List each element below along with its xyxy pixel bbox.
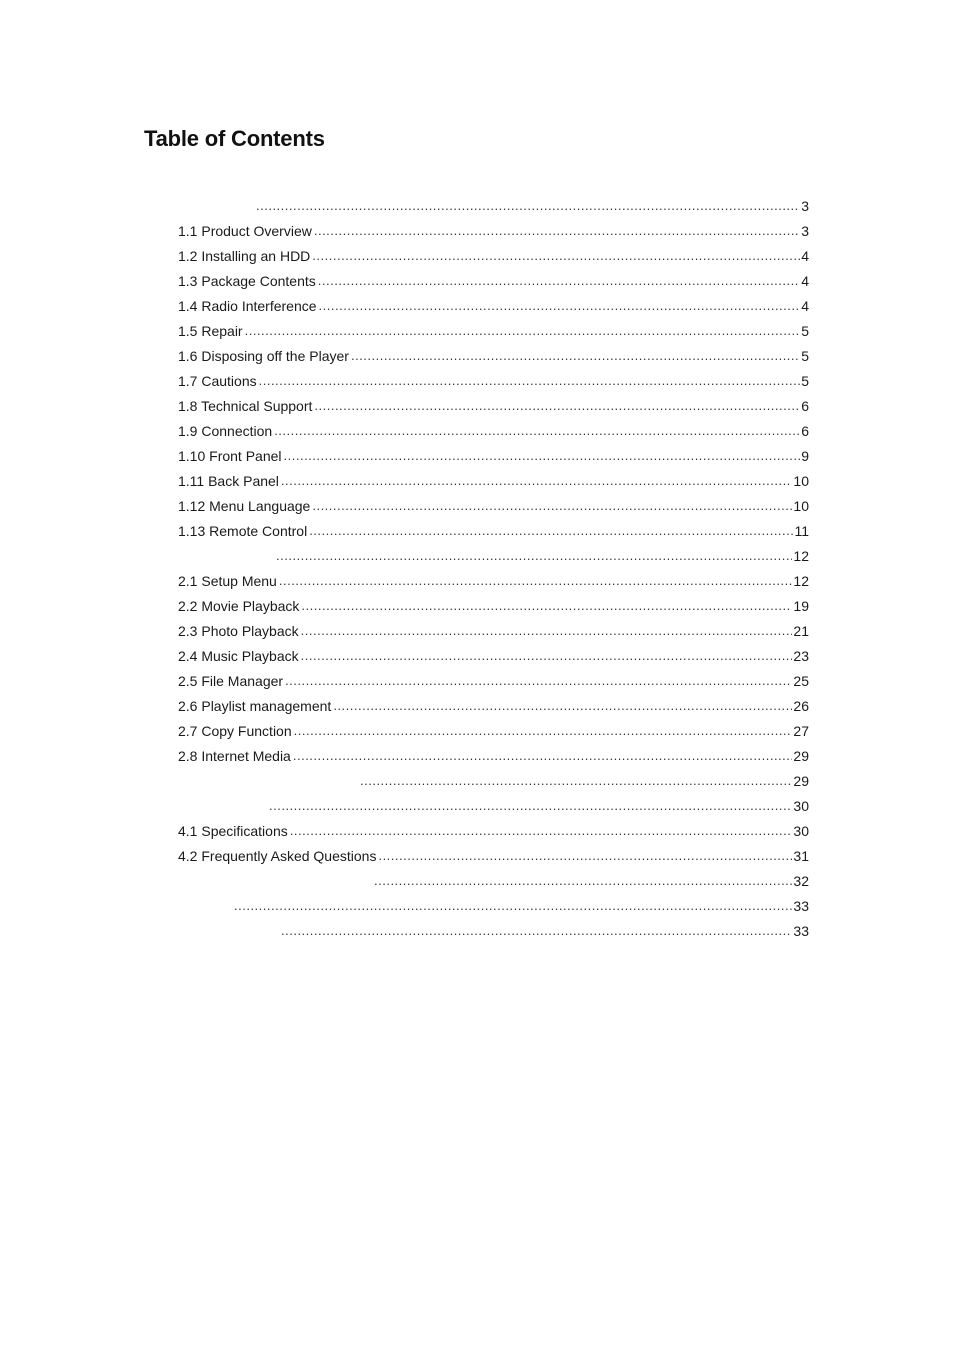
toc-entry-label: 1.9 Connection xyxy=(178,423,273,439)
toc-dot-leader xyxy=(274,422,800,440)
toc-entry-label: 1.1 Product Overview xyxy=(178,223,312,239)
toc-entry[interactable] xyxy=(178,590,809,615)
toc-entry-label: 2.5 File Manager xyxy=(178,673,284,689)
toc-entry-page-number: 26 xyxy=(793,698,809,714)
toc-entry[interactable] xyxy=(178,740,809,765)
toc-dot-leader xyxy=(245,322,801,340)
toc-entry-label: 2.4 Music Playback xyxy=(178,648,299,664)
toc-dot-leader xyxy=(314,222,800,240)
toc-entry[interactable] xyxy=(178,665,809,690)
toc-dot-leader xyxy=(309,522,793,540)
toc-entry-page-number: 31 xyxy=(793,848,809,864)
toc-entry-page-number: 3 xyxy=(801,198,809,214)
toc-dot-leader xyxy=(279,572,793,590)
toc-entry[interactable] xyxy=(178,640,809,665)
toc-dot-leader xyxy=(351,347,800,365)
toc-dot-leader xyxy=(314,397,800,415)
toc-entry-page-number: 6 xyxy=(801,398,809,414)
toc-entry[interactable] xyxy=(178,340,809,365)
toc-entry-page-number: 9 xyxy=(801,448,809,464)
toc-entry-page-number: 3 xyxy=(801,223,809,239)
toc-entry[interactable] xyxy=(178,565,809,590)
toc-entry[interactable] xyxy=(267,790,809,815)
toc-entry[interactable] xyxy=(178,365,809,390)
toc-dot-leader xyxy=(293,747,793,765)
toc-entry-page-number: 11 xyxy=(794,523,809,539)
toc-entry-page-number: 30 xyxy=(793,823,809,839)
toc-entry-page-number: 27 xyxy=(793,723,809,739)
toc-entry-label: 2.2 Movie Playback xyxy=(178,598,300,614)
toc-entry-page-number: 32 xyxy=(793,873,809,889)
toc-entry-label: 1.10 Front Panel xyxy=(178,448,282,464)
toc-entry-label: 2.7 Copy Function xyxy=(178,723,292,739)
toc-dot-leader xyxy=(234,897,792,915)
toc-entry[interactable] xyxy=(178,465,809,490)
toc-entry-page-number: 25 xyxy=(793,673,809,689)
toc-entry[interactable] xyxy=(279,915,809,940)
toc-entry-label: 4.2 Frequently Asked Questions xyxy=(178,848,377,864)
toc-dot-leader xyxy=(276,547,792,565)
toc-entry-label: 1.11 Back Panel xyxy=(178,473,279,489)
toc-dot-leader xyxy=(269,797,792,815)
toc-entry-label: 2.8 Internet Media xyxy=(178,748,291,764)
page-title: Table of Contents xyxy=(144,126,325,151)
toc-dot-leader xyxy=(318,272,800,290)
toc-entry[interactable] xyxy=(274,540,809,565)
toc-entry[interactable] xyxy=(178,490,809,515)
toc-dot-leader xyxy=(290,822,793,840)
toc-dot-leader xyxy=(259,372,801,390)
toc-dot-leader xyxy=(294,722,793,740)
toc-dot-leader xyxy=(301,647,793,665)
toc-entry[interactable] xyxy=(178,240,809,265)
toc-dot-leader xyxy=(281,472,793,490)
toc-entry[interactable] xyxy=(178,315,809,340)
toc-entry-label: 1.6 Disposing off the Player xyxy=(178,348,349,364)
toc-entry[interactable] xyxy=(178,840,809,865)
toc-entry-label: 1.13 Remote Control xyxy=(178,523,308,539)
toc-entry-page-number: 4 xyxy=(801,248,809,264)
toc-entry-label: 1.2 Installing an HDD xyxy=(178,248,311,264)
toc-entry[interactable] xyxy=(178,265,809,290)
toc-entry-page-number: 5 xyxy=(801,348,809,364)
toc-entry-label: 2.6 Playlist management xyxy=(178,698,332,714)
toc-entry[interactable] xyxy=(178,690,809,715)
toc-entry[interactable] xyxy=(372,865,809,890)
toc-entry-page-number: 5 xyxy=(801,323,809,339)
toc-entry-page-number: 29 xyxy=(793,748,809,764)
toc-entry-page-number: 19 xyxy=(793,598,809,614)
toc-entry[interactable] xyxy=(358,765,809,790)
toc-entry[interactable] xyxy=(232,890,809,915)
toc-dot-leader xyxy=(284,447,801,465)
toc-entry-page-number: 10 xyxy=(793,498,809,514)
toc-dot-leader xyxy=(312,497,792,515)
toc-dot-leader xyxy=(256,197,800,215)
toc-entry-page-number: 6 xyxy=(801,423,809,439)
toc-entry-label: 1.5 Repair xyxy=(178,323,243,339)
toc-entry[interactable] xyxy=(178,290,809,315)
toc-entry[interactable] xyxy=(178,815,809,840)
toc-dot-leader xyxy=(301,597,792,615)
toc-entry[interactable] xyxy=(178,215,809,240)
toc-entry-label: 1.12 Menu Language xyxy=(178,498,311,514)
toc-entry-page-number: 12 xyxy=(793,573,809,589)
toc-dot-leader xyxy=(360,772,792,790)
toc-entry[interactable] xyxy=(178,615,809,640)
toc-entry-page-number: 21 xyxy=(793,623,809,639)
toc-entry-page-number: 33 xyxy=(793,898,809,914)
toc-entry-page-number: 4 xyxy=(801,273,809,289)
toc-entry-page-number: 5 xyxy=(801,373,809,389)
toc-entry[interactable] xyxy=(178,715,809,740)
toc-entry[interactable] xyxy=(178,515,809,540)
toc-entry-label: 1.4 Radio Interference xyxy=(178,298,317,314)
toc-entry-page-number: 23 xyxy=(793,648,809,664)
toc-entry-page-number: 12 xyxy=(793,548,809,564)
toc-entry-label: 2.1 Setup Menu xyxy=(178,573,277,589)
toc-entry-label: 2.3 Photo Playback xyxy=(178,623,299,639)
toc-dot-leader xyxy=(378,847,792,865)
toc-dot-leader xyxy=(312,247,800,265)
toc-entry-page-number: 30 xyxy=(793,798,809,814)
toc-entry-label: 4.1 Specifications xyxy=(178,823,288,839)
toc-dot-leader xyxy=(374,872,792,890)
toc-dot-leader xyxy=(285,672,792,690)
toc-entry-label: 1.3 Package Contents xyxy=(178,273,316,289)
toc-entry-label: 1.8 Technical Support xyxy=(178,398,313,414)
toc-entry[interactable] xyxy=(178,390,809,415)
toc-entry-page-number: 4 xyxy=(801,298,809,314)
toc-entry[interactable] xyxy=(254,190,809,215)
toc-entry-page-number: 33 xyxy=(793,923,809,939)
toc-dot-leader xyxy=(319,297,801,315)
toc-dot-leader xyxy=(281,922,792,940)
toc-entry[interactable] xyxy=(178,440,809,465)
toc-dot-leader xyxy=(301,622,793,640)
toc-entry-label: 1.7 Cautions xyxy=(178,373,257,389)
toc-entry[interactable] xyxy=(178,415,809,440)
toc-entry-page-number: 29 xyxy=(793,773,809,789)
toc-dot-leader xyxy=(333,697,792,715)
toc-entry-page-number: 10 xyxy=(793,473,809,489)
